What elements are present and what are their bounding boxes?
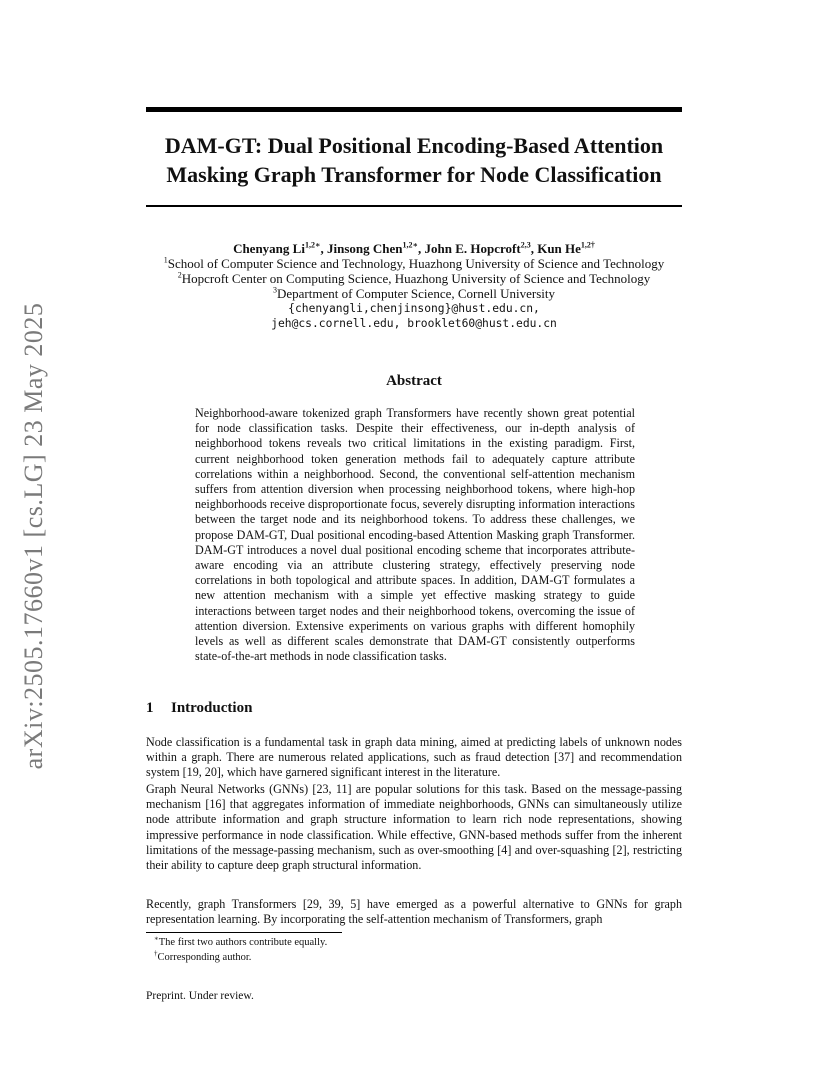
footnote-rule — [146, 932, 342, 933]
author-email-line-2: jeh@cs.cornell.edu, brooklet60@hust.edu.cn — [271, 317, 557, 330]
intro-paragraph-1: Node classification is a fundamental task in graph data mining, aimed at predicting labels of unknown nodes within a graph. There are numerous related applications, such as fraud detection [37] and recommendation system [19, 20], which have garnered significant interest in the literature. — [146, 735, 682, 780]
author-affiliation-mark: 1,2∗ — [304, 240, 321, 250]
affiliation-3: $^3$Department of Computer Science, Cornell University — [273, 285, 555, 301]
section-title: Introduction — [171, 700, 253, 716]
author-affiliation-mark: 1,2∗ — [402, 240, 419, 250]
author-affiliation-mark: 2,3 — [520, 240, 531, 250]
title-line-1: DAM-GT: Dual Positional Encoding-Based Attention — [164, 133, 664, 158]
title-top-rule — [146, 107, 682, 112]
footnote-equal-contribution: ∗The first two authors contribute equally. — [154, 934, 328, 948]
author-affiliation-mark: 1,2† — [580, 240, 595, 250]
affiliation-2: $^2$Hopcroft Center on Computing Science, Huazhong University of Science and Technology — [177, 270, 651, 286]
abstract-heading: Abstract — [386, 373, 442, 389]
paper-title — [146, 131, 682, 189]
affiliation-1: $^1$School of Computer Science and Technology, Huazhong University of Science and Technology — [163, 255, 665, 271]
author-block — [146, 241, 682, 331]
intro-paragraph-3: Recently, graph Transformers [29, 39, 5] have emerged as a powerful alternative to GNNs for graph representation learning. By incorporating the self-attention mechanism of Transformers, graph — [146, 897, 682, 927]
section-heading-introduction — [146, 700, 252, 717]
author-name: Jinsong Chen — [326, 241, 403, 256]
arxiv-identifier-stamp: arXiv:2505.17660v1 [cs.LG] 23 May 2025 — [19, 302, 48, 770]
author-names: Chenyang $Li^{1,2∗}$, Jinsong Chen$^{1,2∗}$, John E. Hopcroft$^{2,3}$, Kun $He^{1,2\dagger}$ — [233, 240, 595, 256]
section-number: 1 — [146, 700, 154, 716]
title-bottom-rule — [146, 205, 682, 207]
author-email-line-1: {chenyangli,chenjinsong}@hust.edu.cn, — [288, 302, 540, 315]
author-name: John E. Hopcroft — [424, 241, 521, 256]
title-line-2: Masking Graph Transformer for Node Classification — [166, 162, 662, 187]
author-name: Chenyang Li — [233, 241, 305, 256]
abstract-text: Neighborhood-aware tokenized graph Transformers have recently shown great potential for node classification tasks. Despite their effectiveness, our in-depth analysis of neighborhood tokens reveals two critical limitations in the existing paradigm. First, current neighborhood token generation methods fail to adequately capture attribute correlations within a neighborhood. Second, the conventional self-attention mechanism suffers from attention diversion when processing neighborhood tokens, where high-hop neighborhoods receive disproportionate focus, severely disrupting information interactions between the target node and its neighborhood tokens. To address these challenges, we propose DAM-GT, Dual positional encoding-based Attention Masking graph Transformer. DAM-GT introduces a novel dual positional encoding scheme that incorporates attribute-aware encoding via an attribute clustering strategy, effectively preserving node correlations in both topological and attribute spaces. In addition, DAM-GT formulates a new attention mechanism with a simple yet effective masking strategy to guide interactions between target nodes and their neighborhood tokens, overcoming the issue of attention diversion. Extensive experiments on various graphs with different homophily levels as well as different scales demonstrate that DAM-GT consistently outperforms state-of-the-art methods in node classification tasks. — [195, 406, 635, 664]
author-name: Kun He — [537, 241, 581, 256]
footnote-corresponding-author: †Corresponding author. — [154, 949, 252, 963]
intro-paragraph-2: Graph Neural Networks (GNNs) [23, 11] are popular solutions for this task. Based on the message-passing mechanism [16] that aggregates information of immediate neighborhoods, GNNs can simultaneously utilize node attribute information and graph structure information to learn rich node representations, showing impressive performance in node classification. While effective, GNN-based methods suffer from the inherent limitations of the message-passing mechanism, such as over-smoothing [4] and over-squashing [2], restricting their ability to capture deep graph structural information. — [146, 782, 682, 873]
preprint-note: Preprint. Under review. — [146, 990, 254, 1002]
